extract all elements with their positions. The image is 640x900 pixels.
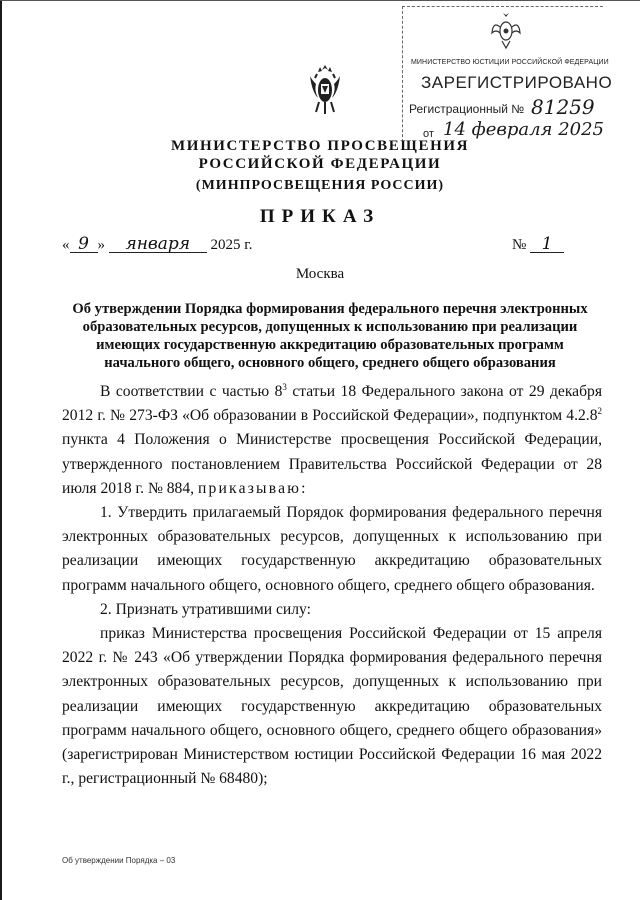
paragraph-item-2: 2. Признать утратившими силу: (100, 600, 311, 618)
stamp-ministry-text: МИНИСТЕРСТВО ЮСТИЦИИ РОССИЙСКОЙ ФЕДЕРАЦИИ (411, 59, 609, 66)
paragraph-item-1: 1. Утвердить прилагаемый Порядок формирования федерального перечня электронных образовательных ресурсов, допущенных к использованию при реализации имеющих государственную аккредитацию образовательных программ начального общего, основного общего, среднего общего образования. (62, 504, 602, 594)
stamp-regno-handwritten: 81259 (531, 95, 595, 119)
stamp-from-label: от (423, 128, 434, 140)
order-day: 9 (70, 236, 98, 253)
ministry-name-line2: РОССИЙСКОЙ ФЕДЕРАЦИИ (198, 156, 442, 172)
order-number-label: № (512, 237, 527, 253)
preamble-text-a: В соответствии с частью 8 (100, 383, 283, 400)
city: Москва (295, 266, 345, 282)
quote-open: « (62, 237, 70, 253)
document-type-title: ПРИКАЗ (259, 206, 381, 227)
stamp-date-handwritten: 14 февраля 2025 (443, 119, 605, 140)
stamp-regno-label: Регистрационный № (409, 102, 525, 116)
document-body (62, 380, 602, 791)
preamble-text-b: статьи 18 Федерального закона от 29 декабря 2012 г. № 273-ФЗ «Об образовании в Российской Федерации», подпунктом 4.2.8 (62, 383, 602, 425)
superscript-4-2-8-2: 2 (597, 406, 602, 417)
coat-of-arms-icon (304, 62, 346, 118)
order-number-row (512, 236, 564, 254)
scan-border-left (0, 0, 2, 900)
order-date (62, 236, 252, 254)
stamp-eagle-emblem (491, 11, 521, 51)
order-word: приказываю: (197, 479, 308, 497)
order-number: 1 (530, 236, 564, 253)
registration-stamp (402, 6, 613, 147)
order-month: января (109, 236, 207, 253)
ministry-name-line1: МИНИСТЕРСТВО ПРОСВЕЩЕНИЯ (170, 138, 470, 154)
document-subject-title: Об утверждении Порядка формирования федерального перечня электронных образовательных ресурсов, допущенных к использованию при реализации имеющих государственную аккредитацию образовательных программ начального общего, основного общего, среднего общего образования (72, 301, 588, 371)
paragraph-preamble (62, 380, 602, 501)
order-year: 2025 г. (210, 237, 253, 253)
quote-close: » (97, 237, 105, 253)
scan-border-top (0, 0, 640, 1)
paragraph-repealed-order: приказ Министерства просвещения Российской Федерации от 15 апреля 2022 г. № 243 «Об утверждении Порядка формирования федерального перечня электронных образовательных ресурсов, допущенных к использованию при реализации имеющих государственную аккредитацию образовательных программ начального общего, основного общего, среднего общего образования» (зарегистрирован Министерством юстиции Российской Федерации 16 мая 2022 г., регистрационный № 68480); (62, 625, 602, 788)
superscript-8-3: 3 (282, 381, 287, 392)
ministry-short-name: (МИНПРОСВЕЩЕНИЯ РОССИИ) (195, 178, 445, 193)
stamp-registered-text: ЗАРЕГИСТРИРОВАНО (421, 73, 613, 92)
preamble-text-c: пункта 4 Положения о Министерстве просвещения Российской Федерации, утвержденного постановлением Правительства Российской Федерации от 28 июля 2018 г. № 884, (62, 431, 602, 497)
page-footer: Об утверждении Порядка – 03 (62, 856, 176, 865)
